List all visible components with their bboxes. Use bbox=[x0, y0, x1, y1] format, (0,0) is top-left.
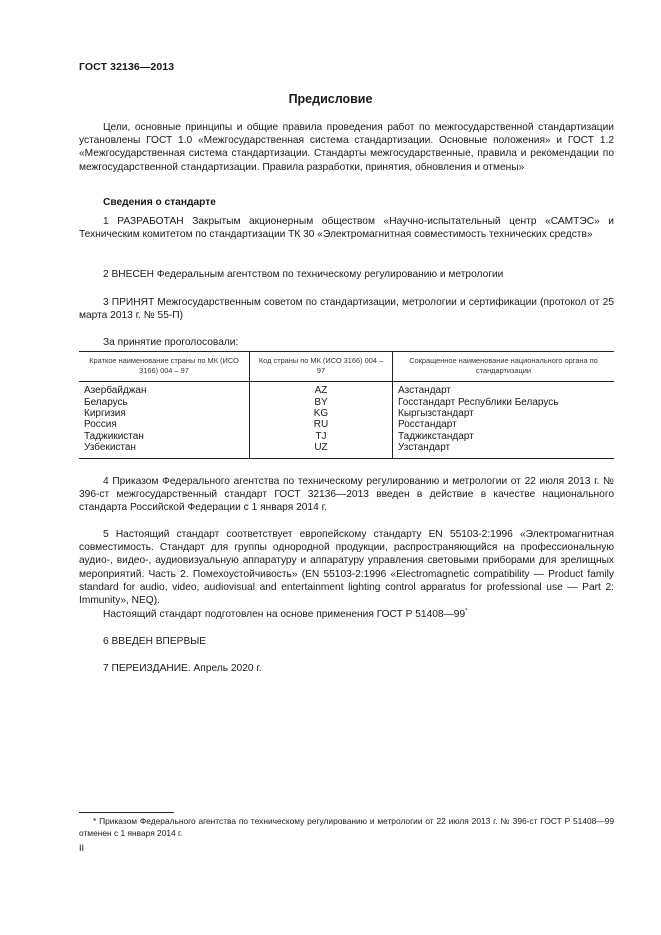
countries-table bbox=[79, 351, 614, 459]
table-row bbox=[79, 397, 614, 408]
country-cell: Азербайджан bbox=[84, 385, 147, 397]
item-6-paragraph: 6 ВВЕДЕН ВПЕРВЫЕ bbox=[103, 636, 207, 647]
body-cell: Узстандарт bbox=[393, 442, 615, 458]
item-5-paragraph: 5 Настоящий стандарт соответствует европейскому стандарту EN 55103-2:1996 «Электромагнитная совместимость. Стандарт для группы однородной продукции, распространяющийся на профессиональную аудио-, видео-, аудиовизуальную аппаратуру и аппаратуру управления световыми приборами для зрелищных мероприятий. Часть 2. Помехоустойчивость» (EN 55103-2:1996 «Electromagnetic compatibility — Product family standard for audio, video, audiovisual and entertainment lighting control apparatus for professional use — Part 2: Immunity», NEQ). bbox=[79, 529, 614, 607]
item-5-note-text: Настоящий стандарт подготовлен на основе применения ГОСТ Р 51408—99 bbox=[103, 609, 466, 620]
body-cell: Росстандарт bbox=[398, 419, 457, 431]
code-cell: TJ bbox=[250, 431, 393, 442]
table-row bbox=[79, 408, 614, 419]
footnote-text: * Приказом Федерального агентства по техническому регулированию и метрологии от 22 июля 2013 г. № 396-ст ГОСТ Р 51408—99 отменен с 1 января 2014 г. bbox=[79, 816, 614, 838]
table-row bbox=[79, 382, 614, 397]
country-cell: Россия bbox=[84, 419, 117, 431]
footnote-marker: * bbox=[465, 607, 468, 615]
page-title: Предисловие bbox=[288, 92, 373, 106]
body-cell: Азстандарт bbox=[398, 385, 452, 397]
item-7-paragraph: 7 ПЕРЕИЗДАНИЕ. Апрель 2020 г. bbox=[103, 663, 262, 674]
standard-code-header: ГОСТ 32136—2013 bbox=[79, 61, 175, 73]
footnote-divider bbox=[79, 812, 174, 813]
country-cell: Беларусь bbox=[84, 396, 128, 408]
page-number: II bbox=[79, 843, 85, 853]
code-cell: KG bbox=[250, 408, 393, 419]
table-row bbox=[79, 442, 614, 458]
item-1-paragraph: 1 РАЗРАБОТАН Закрытым акционерным обществом «Научно-испытательный центр «САМТЭС» и Техническим комитетом по стандартизации ТК 30 «Электромагнитная совместимость технических средств» bbox=[79, 216, 614, 241]
table-row bbox=[79, 419, 614, 430]
vote-caption: За принятие проголосовали: bbox=[103, 337, 239, 348]
intro-paragraph: Цели, основные принципы и общие правила проведения работ по межгосударственной стандартизации установлены ГОСТ 1.0 «Межгосударственная система стандартизации. Основные положения» и ГОСТ 1.2 «Межгосударственная система стандартизации. Стандарты межгосударственные, правила и рекомендации по межгосударственной стандартизации. Правила разработки, принятия, обновления и отмены» bbox=[79, 122, 614, 173]
country-cell: Киргизия bbox=[84, 408, 126, 419]
code-cell: BY bbox=[250, 397, 393, 408]
item-4-paragraph: 4 Приказом Федерального агентства по техническому регулированию и метрологии от 22 июля 2013 г. № 396-ст межгосударственный стандарт ГОСТ 32136—2013 введен в действие в качестве национального стандарта Российской Федерации с 1 января 2014 г. bbox=[79, 476, 614, 514]
country-cell: Узбекистан bbox=[79, 442, 250, 458]
item-5-note-paragraph bbox=[79, 608, 614, 621]
column-header-country: Краткое наименование страны по МК (ИСО 3166) 004 – 97 bbox=[79, 352, 250, 382]
body-cell: Кыргызстандарт bbox=[398, 408, 474, 419]
code-cell: RU bbox=[250, 419, 393, 430]
country-cell: Таджикистан bbox=[84, 430, 144, 442]
section-title: Сведения о стандарте bbox=[103, 197, 216, 208]
body-cell: Таджикстандарт bbox=[398, 430, 474, 442]
body-cell: Госстандарт Республики Беларусь bbox=[398, 396, 559, 408]
table-row bbox=[79, 431, 614, 442]
column-header-code: Код страны по МК (ИСО 3166) 004 – 97 bbox=[250, 352, 393, 382]
column-header-body: Сокращенное наименование национального органа по стандартизации bbox=[393, 352, 615, 382]
table-header-row bbox=[79, 352, 614, 382]
item-2-paragraph: 2 ВНЕСЕН Федеральным агентством по техническому регулированию и метрологии bbox=[103, 269, 504, 280]
code-cell: AZ bbox=[250, 382, 393, 397]
item-3-paragraph: 3 ПРИНЯТ Межгосударственным советом по стандартизации, метрологии и сертификации (протокол от 25 марта 2013 г. № 55-П) bbox=[79, 297, 614, 322]
code-cell: UZ bbox=[250, 442, 393, 458]
